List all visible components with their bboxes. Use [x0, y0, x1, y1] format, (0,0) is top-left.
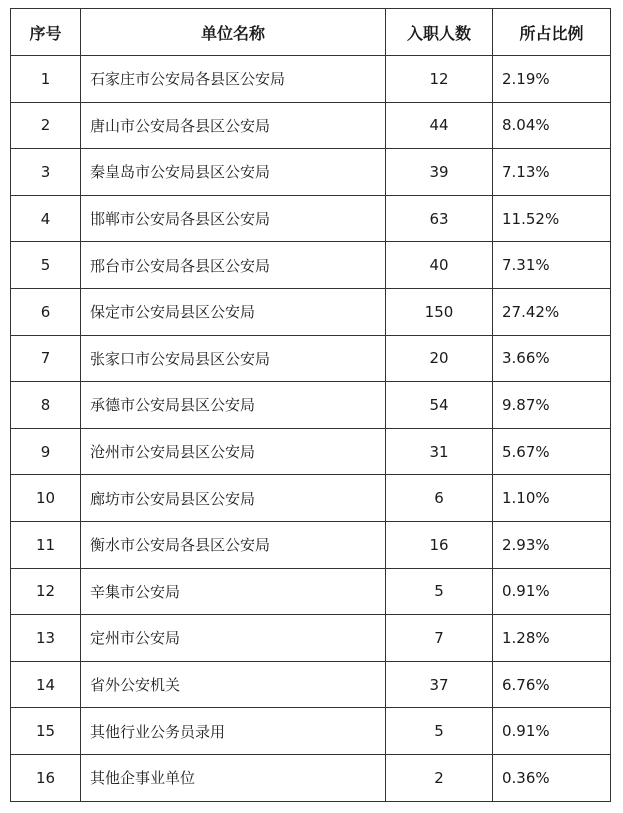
cell-percent: 8.04%: [493, 102, 611, 149]
table-row: [11, 661, 611, 708]
table-row: [11, 288, 611, 335]
cell-unit-name: 其他行业公务员录用: [81, 708, 386, 755]
cell-index: 11: [11, 521, 81, 568]
cell-index: 15: [11, 708, 81, 755]
cell-percent: 1.10%: [493, 475, 611, 522]
table-row: [11, 102, 611, 149]
cell-percent: 11.52%: [493, 195, 611, 242]
table-row: [11, 195, 611, 242]
cell-percent: 2.19%: [493, 56, 611, 103]
cell-index: 1: [11, 56, 81, 103]
cell-count: 150: [386, 288, 493, 335]
cell-unit-name: 张家口市公安局县区公安局: [81, 335, 386, 382]
cell-percent: 7.13%: [493, 149, 611, 196]
cell-unit-name: 邢台市公安局各县区公安局: [81, 242, 386, 289]
cell-percent: 6.76%: [493, 661, 611, 708]
cell-index: 6: [11, 288, 81, 335]
cell-count: 39: [386, 149, 493, 196]
cell-count: 2: [386, 754, 493, 801]
cell-unit-name: 辛集市公安局: [81, 568, 386, 615]
cell-unit-name: 衡水市公安局各县区公安局: [81, 521, 386, 568]
table-row: [11, 475, 611, 522]
cell-count: 40: [386, 242, 493, 289]
table-row: [11, 754, 611, 801]
cell-index: 5: [11, 242, 81, 289]
cell-count: 6: [386, 475, 493, 522]
cell-unit-name: 唐山市公安局各县区公安局: [81, 102, 386, 149]
cell-unit-name: 承德市公安局县区公安局: [81, 382, 386, 429]
table-row: [11, 149, 611, 196]
cell-unit-name: 廊坊市公安局县区公安局: [81, 475, 386, 522]
table-row: [11, 242, 611, 289]
table-row: [11, 615, 611, 662]
cell-count: 20: [386, 335, 493, 382]
cell-percent: 9.87%: [493, 382, 611, 429]
cell-unit-name: 其他企事业单位: [81, 754, 386, 801]
cell-count: 5: [386, 568, 493, 615]
cell-index: 3: [11, 149, 81, 196]
table-body: [11, 56, 611, 802]
cell-count: 7: [386, 615, 493, 662]
cell-percent: 1.28%: [493, 615, 611, 662]
cell-unit-name: 省外公安机关: [81, 661, 386, 708]
table-row: [11, 56, 611, 103]
cell-unit-name: 秦皇岛市公安局县区公安局: [81, 149, 386, 196]
employment-table: [10, 8, 611, 802]
cell-percent: 0.91%: [493, 708, 611, 755]
cell-index: 8: [11, 382, 81, 429]
cell-unit-name: 保定市公安局县区公安局: [81, 288, 386, 335]
cell-index: 10: [11, 475, 81, 522]
cell-index: 12: [11, 568, 81, 615]
header-percent: 所占比例: [493, 9, 611, 56]
header-index: 序号: [11, 9, 81, 56]
cell-count: 12: [386, 56, 493, 103]
cell-percent: 3.66%: [493, 335, 611, 382]
cell-unit-name: 石家庄市公安局各县区公安局: [81, 56, 386, 103]
cell-percent: 7.31%: [493, 242, 611, 289]
cell-count: 63: [386, 195, 493, 242]
cell-count: 54: [386, 382, 493, 429]
header-count: 入职人数: [386, 9, 493, 56]
cell-index: 13: [11, 615, 81, 662]
cell-percent: 0.91%: [493, 568, 611, 615]
cell-percent: 27.42%: [493, 288, 611, 335]
cell-index: 14: [11, 661, 81, 708]
header-unit-name: 单位名称: [81, 9, 386, 56]
table-row: [11, 521, 611, 568]
cell-index: 7: [11, 335, 81, 382]
table-row: [11, 428, 611, 475]
cell-index: 16: [11, 754, 81, 801]
cell-percent: 5.67%: [493, 428, 611, 475]
cell-count: 44: [386, 102, 493, 149]
table-container: [10, 8, 611, 802]
cell-unit-name: 定州市公安局: [81, 615, 386, 662]
cell-percent: 2.93%: [493, 521, 611, 568]
table-row: [11, 568, 611, 615]
cell-index: 9: [11, 428, 81, 475]
cell-index: 2: [11, 102, 81, 149]
cell-count: 16: [386, 521, 493, 568]
cell-count: 37: [386, 661, 493, 708]
header-row: [11, 9, 611, 56]
table-row: [11, 382, 611, 429]
cell-unit-name: 沧州市公安局县区公安局: [81, 428, 386, 475]
cell-index: 4: [11, 195, 81, 242]
cell-percent: 0.36%: [493, 754, 611, 801]
cell-unit-name: 邯郸市公安局各县区公安局: [81, 195, 386, 242]
table-row: [11, 335, 611, 382]
table-row: [11, 708, 611, 755]
cell-count: 31: [386, 428, 493, 475]
cell-count: 5: [386, 708, 493, 755]
